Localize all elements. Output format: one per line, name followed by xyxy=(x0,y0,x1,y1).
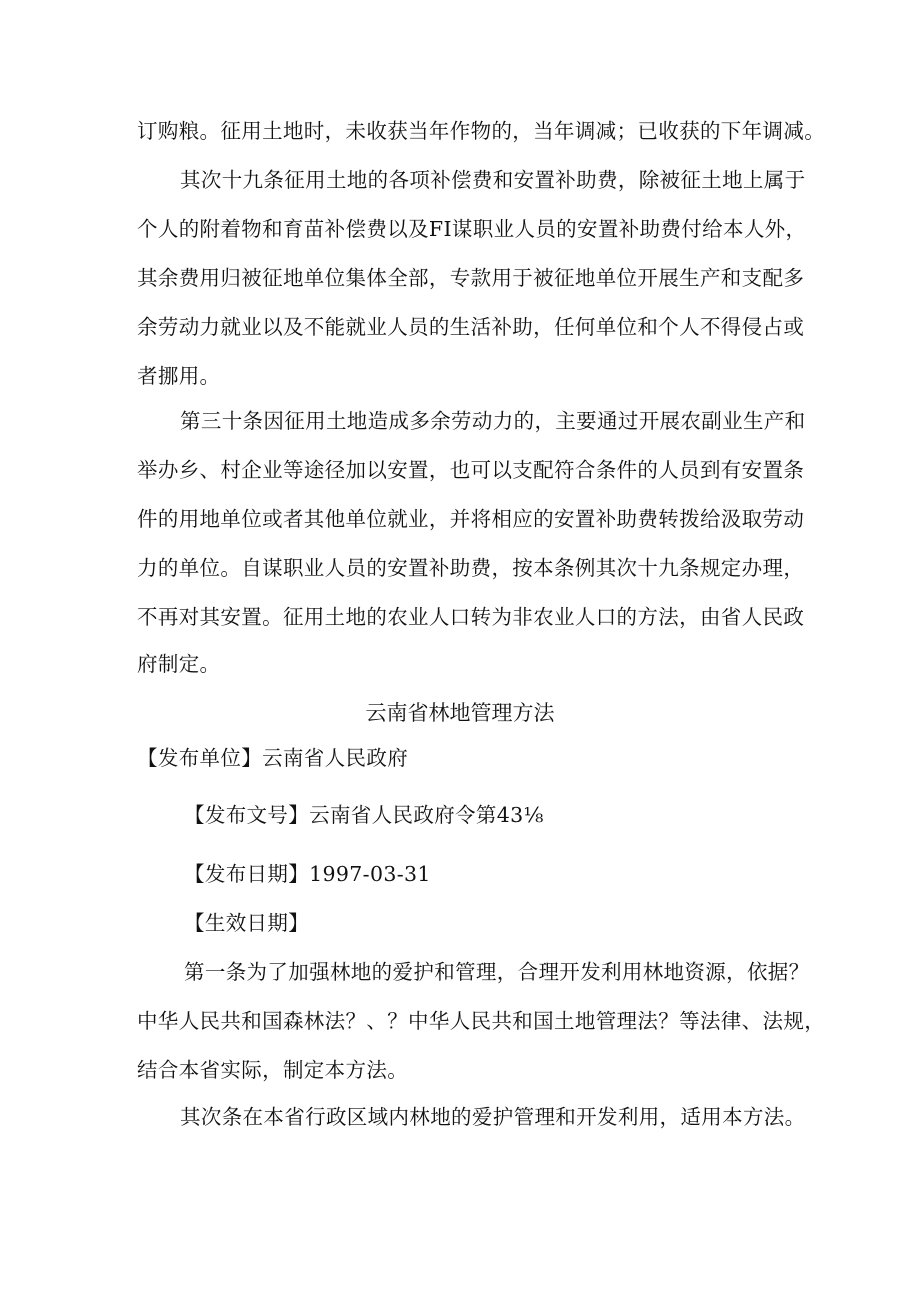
paragraph-line: 第三十条因征用土地造成多余劳动力的，主要通过开展农副业生产和 xyxy=(180,409,806,433)
paragraph-line: 其次条在本省行政区域内林地的爱护管理和开发利用，适用本方法。 xyxy=(180,1105,806,1129)
paragraph-line: 余劳动力就业以及不能就业人员的生活补助，任何单位和个人不得侵占或 xyxy=(137,315,805,339)
paragraph-line: 订购粮。征用土地时，未收获当年作物的，当年调减；已收获的下年调减。 xyxy=(137,119,826,143)
publish-date-line: 【发布日期】1997-03-31 xyxy=(184,862,431,886)
paragraph-line: 府制定。 xyxy=(137,652,221,676)
paragraph-line: 不再对其安置。征用土地的农业人口转为非农业人口的方法，由省人民政 xyxy=(137,605,805,629)
paragraph-line: 者挪用。 xyxy=(137,364,221,388)
paragraph-line: 个人的附着物和育苗补偿费以及FI谋职业人员的安置补助费付给本人外， xyxy=(137,217,807,241)
doc-number-line: 【发布文号】云南省人民政府令第43⅛ xyxy=(184,803,544,827)
paragraph-line: 中华人民共和国森林法？、？中华人民共和国土地管理法？等法律、法规， xyxy=(137,1009,826,1033)
effective-date-line: 【生效日期】 xyxy=(184,911,310,935)
section-title: 云南省林地管理方法 xyxy=(365,701,555,725)
paragraph-line: 第一条为了加强林地的爱护和管理，合理开发利用林地资源，依据？ xyxy=(184,960,810,984)
paragraph-line: 力的单位。自谋职业人员的安置补助费，按本条例其次十九条规定办理， xyxy=(137,556,805,580)
publisher-line: 【发布单位】云南省人民政府 xyxy=(137,746,409,770)
paragraph-line: 其次十九条征用土地的各项补偿费和安置补助费，除被征土地上属于 xyxy=(180,168,806,192)
paragraph-line: 结合本省实际，制定本方法。 xyxy=(137,1058,409,1082)
paragraph-line: 件的用地单位或者其他单位就业，并将相应的安置补助费转拨给汲取劳动 xyxy=(137,507,805,531)
paragraph-line: 其余费用归被征地单位集体全部，专款用于被征地单位开展生产和支配多 xyxy=(137,266,805,290)
paragraph-line: 举办乡、村企业等途径加以安置，也可以支配符合条件的人员到有安置条 xyxy=(137,458,805,482)
